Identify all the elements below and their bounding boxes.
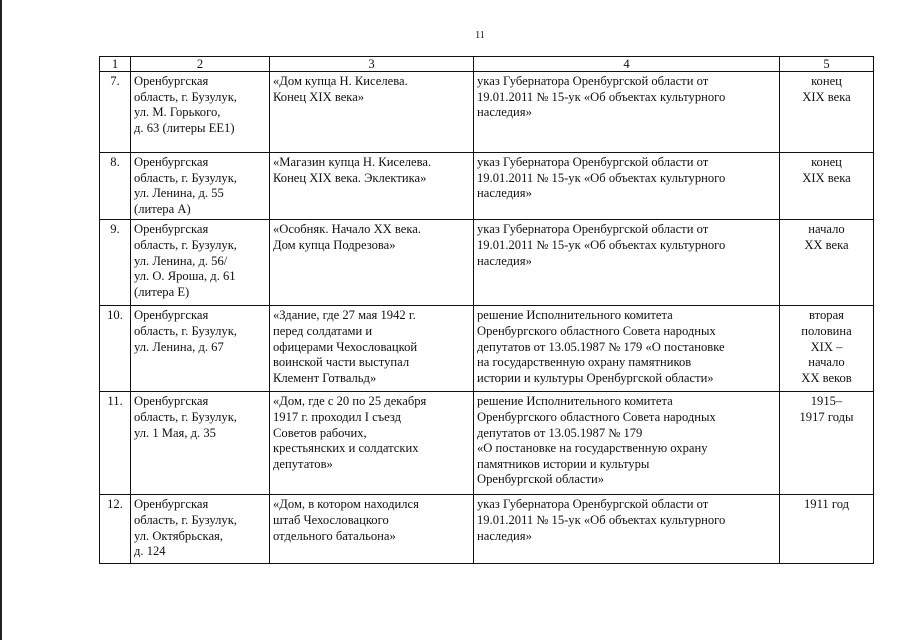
registration-document: указ Губернатора Оренбургской области от 19.01.2011 № 15-ук «Об объектах культурного наследия» xyxy=(474,153,780,220)
table-row xyxy=(100,153,874,220)
registration-document: указ Губернатора Оренбургской области от 19.01.2011 № 15-ук «Об объектах культурного наследия» xyxy=(474,495,780,564)
object-dating: вторая половина XIX – начало XX веков xyxy=(780,306,874,392)
registration-document: решение Исполнительного комитета Оренбургского областного Совета народных депутатов от 13.05.1987 № 179 «О постановке на государственную охрану памятников истории и культуры Оренбургской области» xyxy=(474,392,780,495)
object-dating: 1915– 1917 годы xyxy=(780,392,874,495)
table-row xyxy=(100,72,874,153)
row-number: 12. xyxy=(100,495,131,564)
object-address: Оренбургская область, г. Бузулук, ул. Ленина, д. 55 (литера А) xyxy=(131,153,270,220)
object-name: «Особняк. Начало XX века. Дом купца Подрезова» xyxy=(270,220,474,306)
column-number-header-row xyxy=(100,57,874,72)
column-header-4: 4 xyxy=(474,57,780,72)
object-dating: конец XIX века xyxy=(780,153,874,220)
registration-document: указ Губернатора Оренбургской области от 19.01.2011 № 15-ук «Об объектах культурного наследия» xyxy=(474,72,780,153)
object-address: Оренбургская область, г. Бузулук, ул. Ленина, д. 67 xyxy=(131,306,270,392)
object-address: Оренбургская область, г. Бузулук, ул. Октябрьская, д. 124 xyxy=(131,495,270,564)
object-name: «Дом, где с 20 по 25 декабря 1917 г. проходил I съезд Советов рабочих, крестьянских и солдатских депутатов» xyxy=(270,392,474,495)
column-header-5: 5 xyxy=(780,57,874,72)
heritage-objects-table xyxy=(99,56,874,564)
object-name: «Дом купца Н. Киселева. Конец XIX века» xyxy=(270,72,474,153)
object-name: «Магазин купца Н. Киселева. Конец XIX века. Эклектика» xyxy=(270,153,474,220)
object-address: Оренбургская область, г. Бузулук, ул. 1 Мая, д. 35 xyxy=(131,392,270,495)
object-name: «Здание, где 27 мая 1942 г. перед солдатами и офицерами Чехословацкой воинской части выступал Клемент Готвальд» xyxy=(270,306,474,392)
registration-document: решение Исполнительного комитета Оренбургского областного Совета народных депутатов от 13.05.1987 № 179 «О постановке на государственную охрану памятников истории и культуры Оренбургской области» xyxy=(474,306,780,392)
object-name: «Дом, в котором находился штаб Чехословацкого отдельного батальона» xyxy=(270,495,474,564)
row-number: 9. xyxy=(100,220,131,306)
column-header-1: 1 xyxy=(100,57,131,72)
object-dating: начало XX века xyxy=(780,220,874,306)
object-address: Оренбургская область, г. Бузулук, ул. Ленина, д. 56/ ул. О. Яроша, д. 61 (литера Е) xyxy=(131,220,270,306)
table-row xyxy=(100,220,874,306)
page-number: 11 xyxy=(475,30,485,41)
row-number: 10. xyxy=(100,306,131,392)
row-number: 8. xyxy=(100,153,131,220)
column-header-3: 3 xyxy=(270,57,474,72)
table-row xyxy=(100,495,874,564)
object-address: Оренбургская область, г. Бузулук, ул. М. Горького, д. 63 (литеры ЕЕ1) xyxy=(131,72,270,153)
page-edge-rule xyxy=(0,0,2,640)
table-row xyxy=(100,306,874,392)
row-number: 11. xyxy=(100,392,131,495)
row-number: 7. xyxy=(100,72,131,153)
column-header-2: 2 xyxy=(131,57,270,72)
object-dating: конец XIX века xyxy=(780,72,874,153)
table-row xyxy=(100,392,874,495)
object-dating: 1911 год xyxy=(780,495,874,564)
registration-document: указ Губернатора Оренбургской области от 19.01.2011 № 15-ук «Об объектах культурного наследия» xyxy=(474,220,780,306)
